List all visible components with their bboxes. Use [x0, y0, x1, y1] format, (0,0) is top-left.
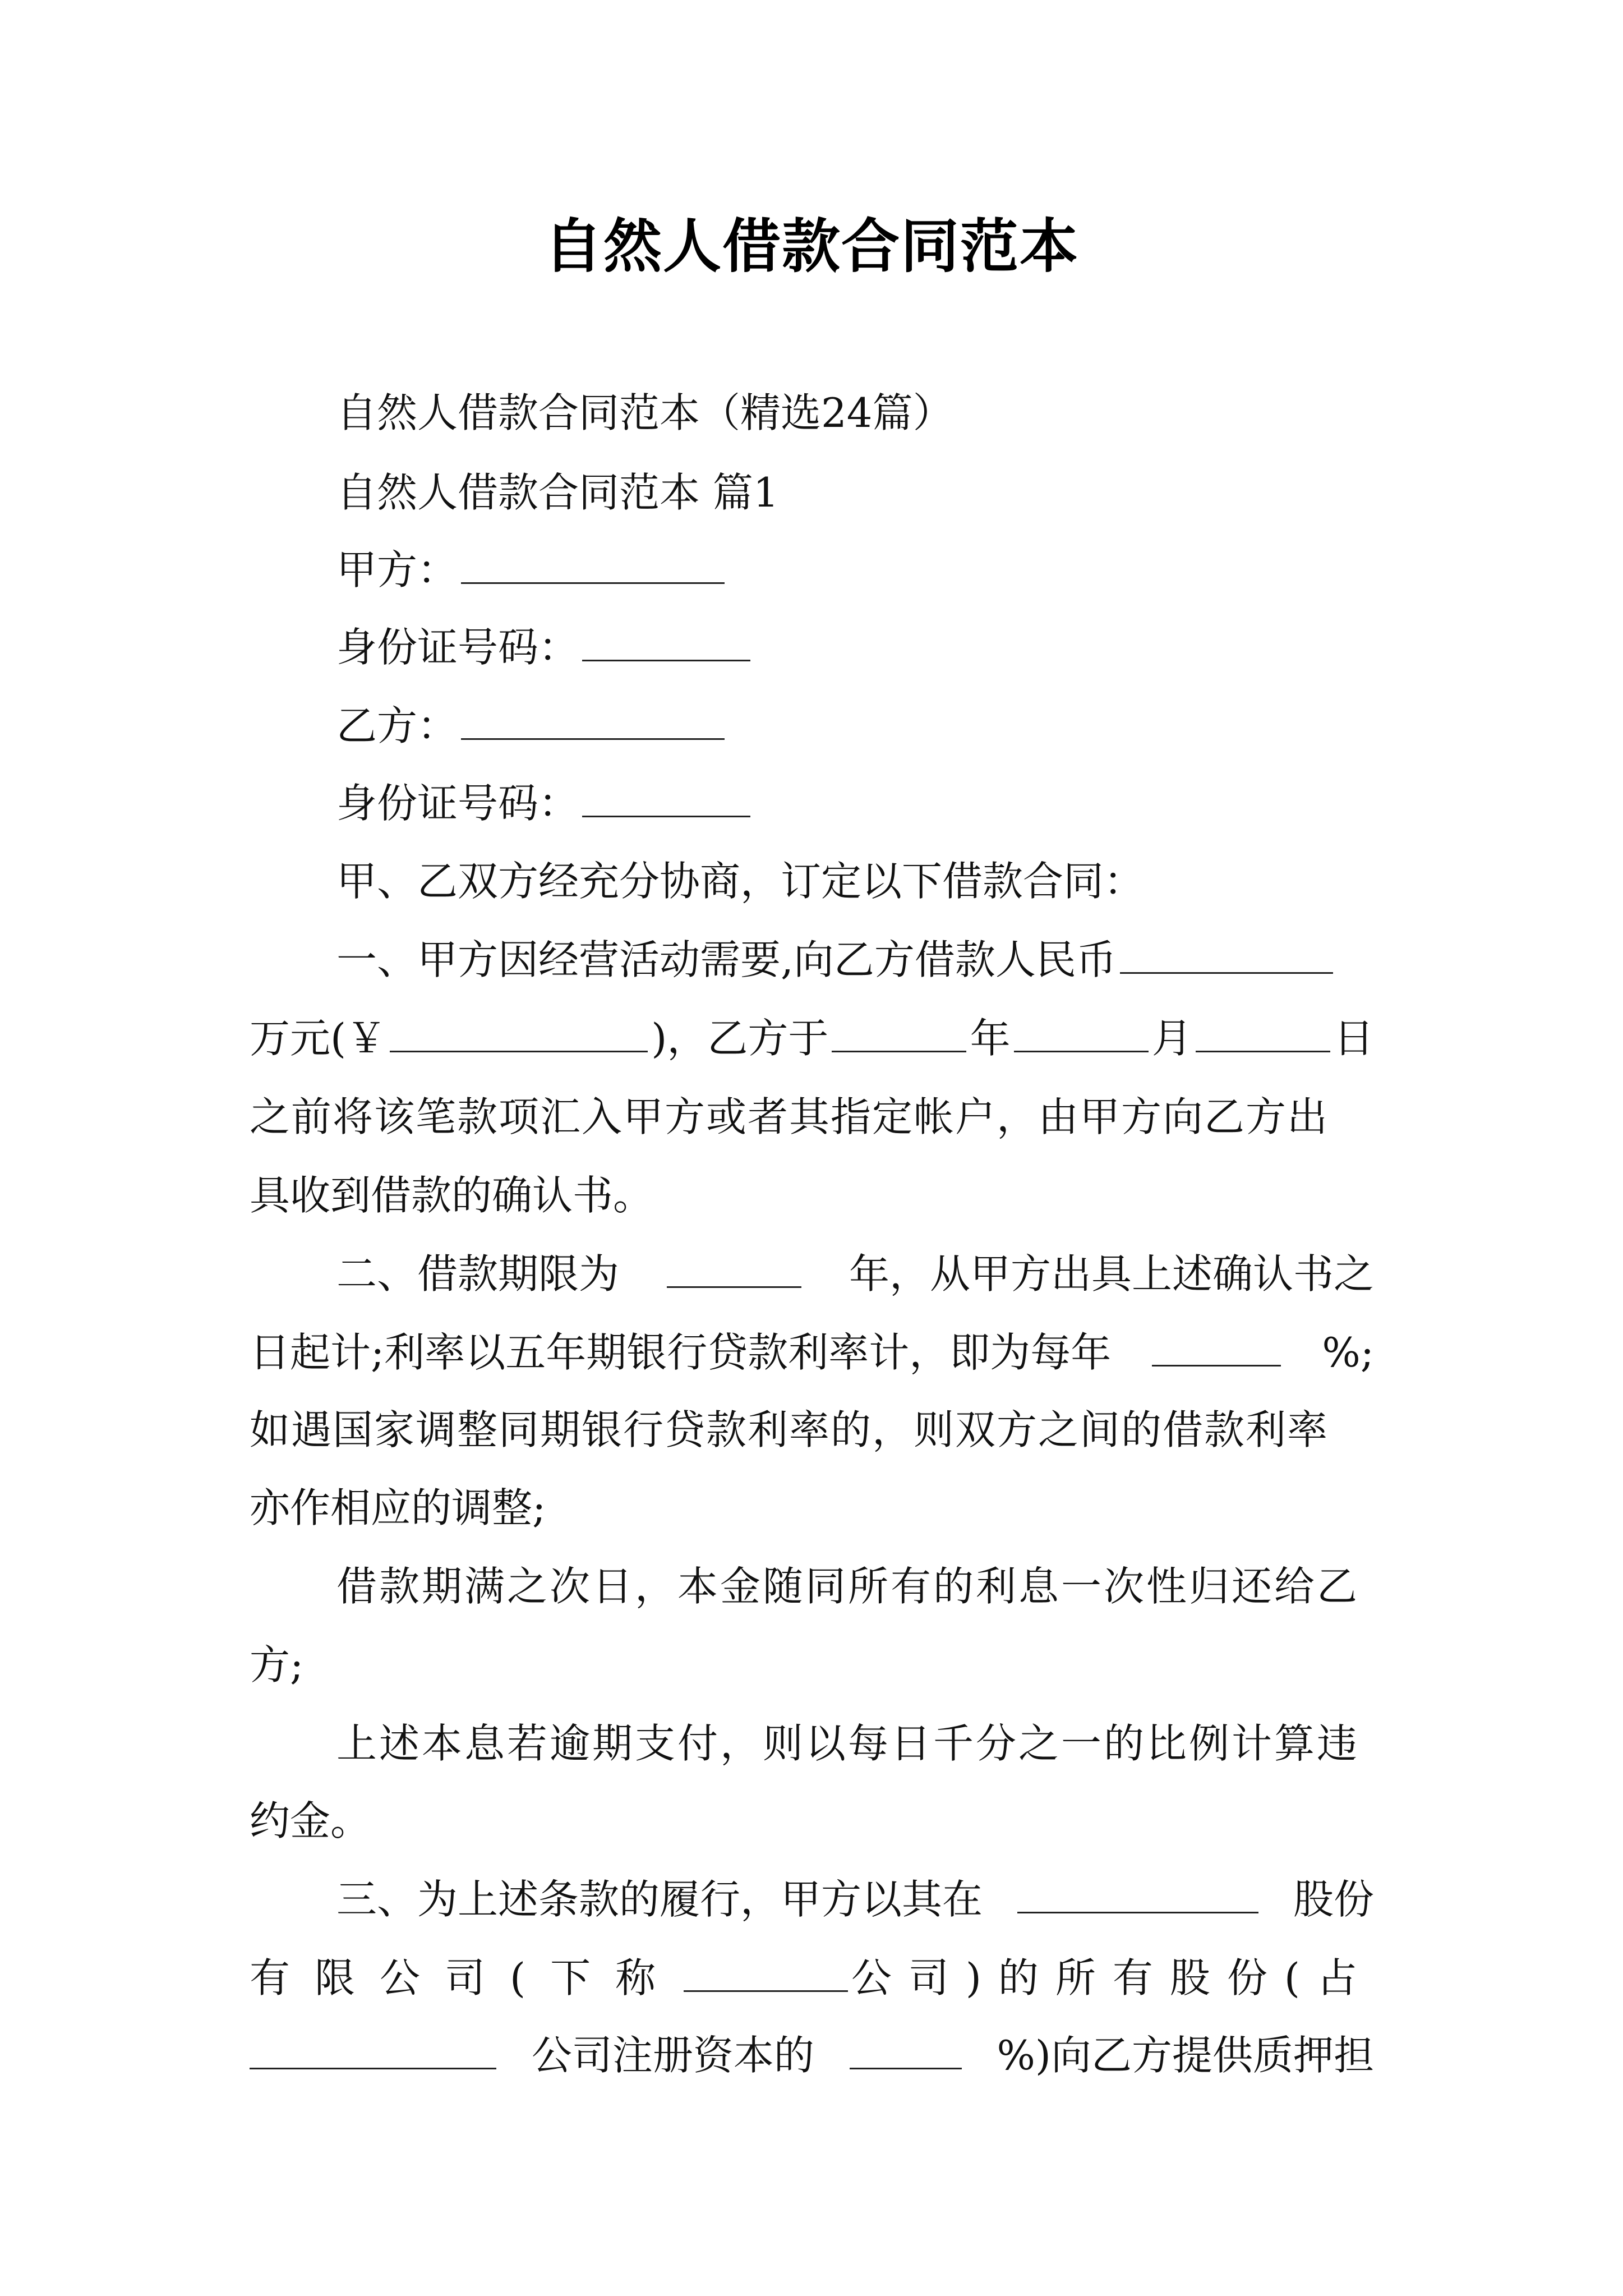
company-name-blank — [250, 2063, 496, 2069]
company-alias-label: 有限公司(下称 — [250, 1954, 681, 2001]
rate-label: 日起计;利率以五年期银行贷款利率计，即为每年 — [250, 1329, 1112, 1376]
alias-blank — [684, 1986, 848, 1992]
clause-3-line-2 — [250, 1954, 1374, 2001]
clause-3-line-3 — [250, 2032, 1374, 2079]
year-blank — [832, 1046, 966, 1052]
subtitle: 自然人借款合同范本（精选24篇） — [336, 389, 953, 436]
amount-blank — [1120, 968, 1333, 974]
agreement-intro: 甲、乙双方经充分协商，订定以下借款合同： — [336, 858, 1145, 905]
party-a-line — [336, 546, 1623, 593]
party-a-blank — [461, 578, 725, 584]
clause-1-line-4: 具收到借款的确认书。 — [250, 1172, 654, 1219]
clause-2-line-1 — [336, 1250, 1374, 1297]
rate-blank — [1152, 1360, 1281, 1366]
clause-1-line-3: 之前将该笔款项汇入甲方或者其指定帐户，由甲方向乙方出 — [250, 1093, 1329, 1140]
amount-figure-blank — [390, 1046, 648, 1052]
repayment-line-2: 方; — [250, 1641, 304, 1688]
penalty-line-1: 上述本息若逾期支付，则以每日千分之一的比例计算违 — [336, 1720, 1360, 1767]
shares-label: 股份 — [1293, 1876, 1374, 1923]
term-label: 二、借款期限为 — [336, 1250, 620, 1297]
party-b-id-label: 身份证号码： — [336, 780, 579, 827]
company-blank — [1017, 1907, 1258, 1913]
term-blank — [667, 1282, 801, 1288]
repayment-line-1: 借款期满之次日，本金随同所有的利息一次性归还给乙 — [336, 1563, 1360, 1610]
month-label: 月 — [1151, 1015, 1192, 1062]
month-blank — [1014, 1046, 1149, 1052]
party-b-line — [336, 702, 1623, 749]
document-title: 自然人借款合同范本 — [543, 212, 1079, 280]
section-heading: 自然人借款合同范本 篇1 — [336, 469, 779, 516]
year-label: 年 — [970, 1015, 1011, 1062]
party-a-label: 甲方： — [336, 546, 458, 593]
penalty-line-2: 约金。 — [250, 1797, 371, 1844]
party-b-label: 乙方： — [336, 702, 458, 749]
ownership-text: 公司)的所有股份(占 — [851, 1954, 1374, 2001]
clause-3-line-1 — [336, 1876, 1374, 1923]
term-suffix: 年，从甲方出具上述确认书之 — [849, 1250, 1374, 1297]
party-a-id-line — [336, 624, 1623, 671]
capital-text: 公司注册资本的 — [531, 2032, 814, 2079]
clause-2-line-4: 亦作相应的调整; — [250, 1484, 546, 1531]
party-a-id-blank — [582, 655, 750, 661]
party-a-id-label: 身份证号码： — [336, 624, 579, 671]
party-b-id-line — [336, 780, 1623, 827]
pledge-suffix: %)向乙方提供质押担 — [997, 2032, 1374, 2079]
party-b-id-blank — [582, 811, 750, 817]
amount-prefix: 万元(￥ — [250, 1015, 387, 1062]
party-b-blank — [461, 734, 725, 740]
day-blank — [1196, 1046, 1330, 1052]
clause-1-line-2 — [250, 1015, 1374, 1062]
clause-1-text: 一、甲方因经营活动需要,向乙方借款人民币 — [336, 936, 1117, 983]
day-label: 日 — [1333, 1015, 1374, 1062]
rate-suffix: %; — [1322, 1329, 1374, 1376]
clause-2-line-2 — [250, 1329, 1374, 1376]
percent-blank — [850, 2063, 962, 2069]
pledge-text: 三、为上述条款的履行，甲方以其在 — [336, 1876, 983, 1923]
amount-suffix: )，乙方于 — [651, 1015, 829, 1062]
clause-2-line-3: 如遇国家调整同期银行贷款利率的，则双方之间的借款利率 — [250, 1406, 1329, 1453]
clause-1-line-1 — [336, 936, 1374, 983]
